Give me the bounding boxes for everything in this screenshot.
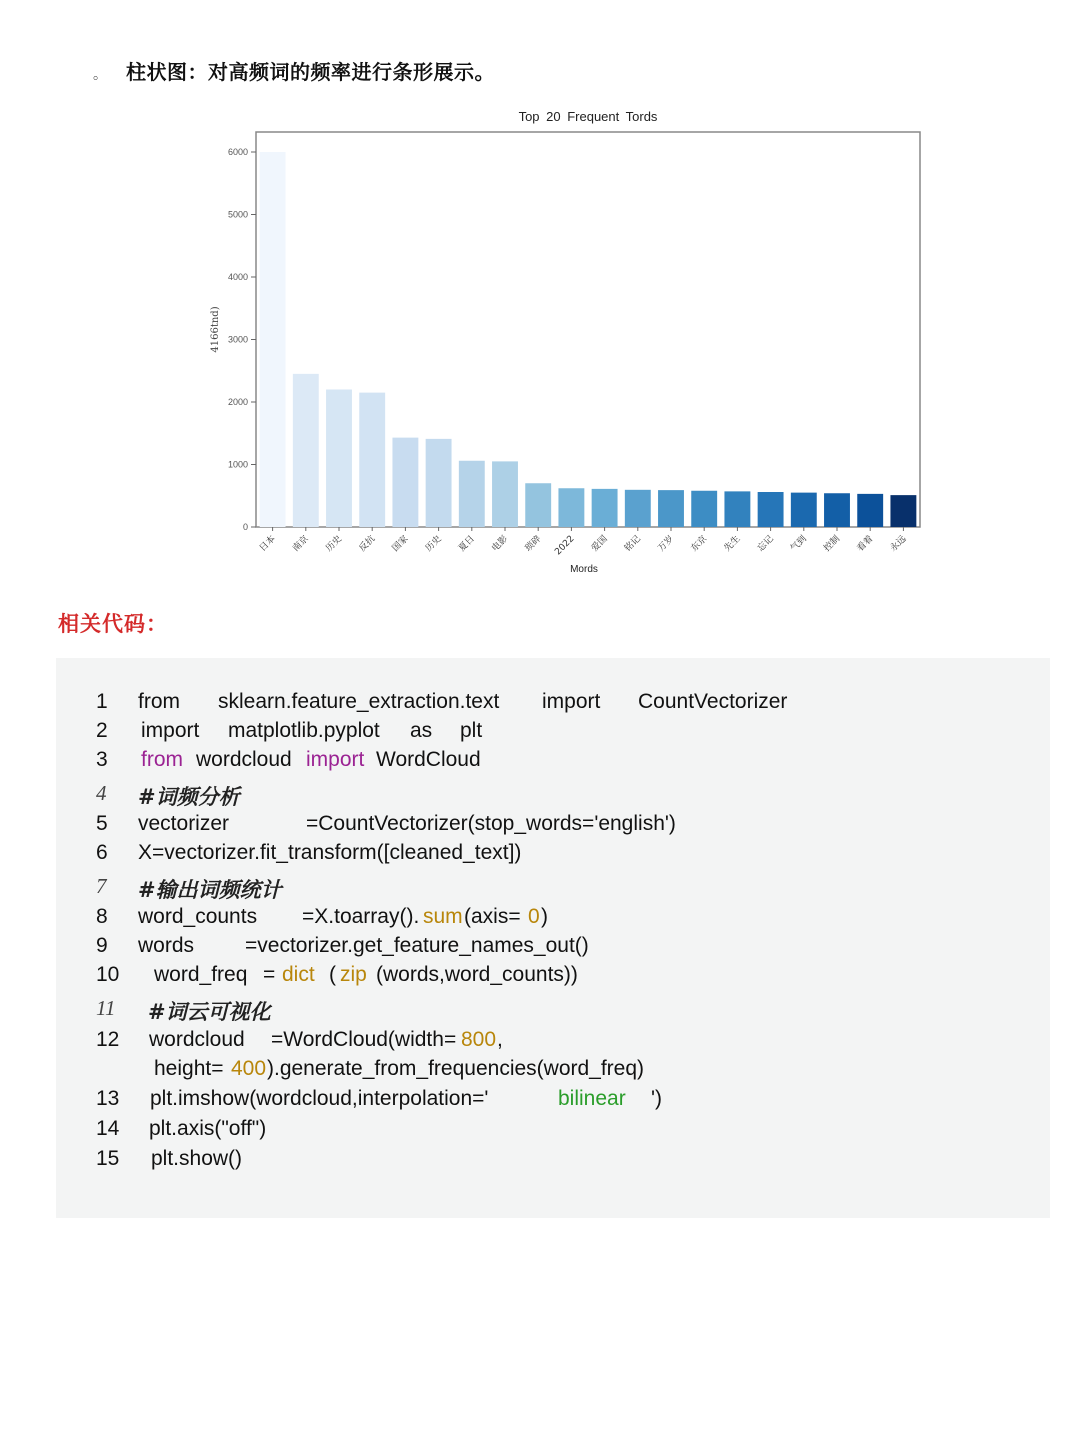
code-line [56,719,1050,747]
chart-title: Top 20 Frequent Tords [518,109,658,124]
bar [459,461,485,527]
code-line [56,874,1050,902]
bar [791,493,817,527]
code-line [56,781,1050,809]
line-number: 8 [96,905,108,928]
code-token: from [141,748,183,771]
line-number: 3 [96,748,108,771]
bar [758,492,784,527]
bullet-heading-text: 柱状图：对高频词的频率进行条形展示。 [126,60,495,84]
bar [625,490,651,527]
code-block [56,658,1050,1218]
code-token: from [138,690,180,713]
code-token: ( [329,963,336,986]
code-token: dict [282,963,315,986]
code-token: bilinear [558,1087,626,1110]
bar [359,393,385,527]
line-number: 1 [96,690,108,713]
code-token: 400 [231,1057,267,1080]
bar-chart-svg [200,100,940,590]
code-token: matplotlib.pyplot [228,719,380,742]
bar [426,439,452,527]
code-line [56,1147,1050,1175]
line-number: 4 [96,781,107,805]
line-number: 13 [96,1087,120,1110]
code-token: wordcloud [149,1028,245,1051]
bullet-heading [93,56,495,85]
x-tick-label: 琐碎 [523,534,544,554]
line-number: 14 [96,1117,120,1140]
x-tick-label: 铭记 [623,534,643,554]
y-tick-label: 6000 [227,147,248,157]
line-number: 7 [96,874,107,898]
code-line [56,996,1050,1024]
code-comment: #词云可视化 [148,999,271,1024]
code-token: 0 [528,905,540,928]
code-token: =vectorizer.get_feature_names_out() [245,934,589,957]
line-number: 11 [96,996,116,1020]
x-tick-label: 气到 [789,534,809,554]
code-line [56,1057,1050,1085]
code-token: sklearn.feature_extraction.text [218,690,500,713]
code-token: X=vectorizer.fit_transform([cleaned_text]) [138,841,522,864]
y-tick-label: 1000 [227,459,248,470]
x-tick-label: 东京 [689,534,710,554]
code-token: zip [340,963,367,986]
code-line [56,1028,1050,1056]
code-line [56,934,1050,962]
code-token: (words,word_counts)) [376,963,578,986]
x-tick-label: 电影 [490,534,511,554]
code-token: CountVectorizer [638,690,788,713]
code-token: =CountVectorizer(stop_words='english') [306,812,676,835]
bar [824,493,850,527]
code-token: wordcloud [196,748,292,771]
bar [592,489,618,527]
code-line [56,905,1050,933]
x-tick-label: 看着 [855,534,876,554]
x-tick-label: 日本 [257,534,278,554]
line-number: 10 [96,963,120,986]
x-tick-label: 爱国 [589,534,610,554]
code-token: words [138,934,195,957]
x-tick-label: 2022 [553,534,577,558]
code-line [56,748,1050,776]
x-tick-label: 永远 [888,534,909,554]
x-tick-label: 控制 [822,534,843,554]
bar [525,483,551,527]
code-token: vectorizer [138,812,230,835]
y-axis-label: 4166tnd) [210,306,221,353]
code-token: ') [651,1087,663,1110]
y-tick-label: 5000 [227,209,248,220]
code-token: = [263,963,276,986]
code-line [56,841,1050,869]
bar [293,374,319,527]
code-token: ).generate_from_frequencies(word_freq) [267,1057,645,1080]
y-tick-label: 4000 [227,272,248,282]
code-line [56,1117,1050,1145]
y-tick-label: 2000 [227,397,248,407]
code-token: =WordCloud(width= [271,1028,457,1051]
code-token: plt.show() [151,1147,243,1170]
x-tick-label: 万岁 [656,534,677,554]
bullet-marker: 。 [93,67,107,83]
code-token: =X.toarray(). [302,905,420,928]
bar [658,490,684,527]
x-tick-label: 夏日 [457,534,477,554]
section-title: 相关代码： [58,612,168,636]
code-token: word_freq [154,963,248,986]
code-line [56,690,1050,718]
x-tick-label: 历史 [423,534,444,554]
x-tick-label: 国家 [390,534,411,554]
code-comment: #词频分析 [138,784,240,809]
code-token: plt.axis("off") [149,1117,267,1140]
y-tick-label: 0 [242,522,248,532]
code-token: height= [154,1057,224,1080]
code-token: as [410,719,433,742]
line-number: 15 [96,1147,120,1170]
code-token: plt [460,719,483,742]
bar [857,494,883,527]
code-token: word_counts [138,905,258,928]
bar-chart [200,100,940,590]
code-token: 800 [461,1028,497,1051]
code-token: WordCloud [376,748,481,771]
code-token: import [306,748,365,771]
code-token: import [542,690,601,713]
code-token: plt.imshow(wordcloud,interpolation=' [150,1087,489,1110]
code-line [56,1087,1050,1115]
code-line [56,963,1050,991]
bar [392,438,418,527]
x-tick-label: 先生 [722,534,743,554]
line-number: 6 [96,841,108,864]
y-tick-label: 3000 [227,334,248,345]
line-number: 5 [96,812,108,835]
code-token: sum [423,905,463,928]
bar [492,461,518,527]
x-tick-label: 反抗 [357,534,378,554]
line-number: 9 [96,934,108,957]
line-number: 12 [96,1028,120,1051]
x-tick-label: 历史 [324,534,345,554]
bar [558,488,584,527]
bar [724,491,750,527]
bar [326,390,352,528]
code-token: , [497,1028,503,1051]
x-tick-label: 南京 [291,534,311,554]
code-token: import [141,719,200,742]
code-token: ) [541,905,548,928]
x-tick-label: 忘记 [755,534,776,554]
code-line [56,812,1050,840]
code-comment: #输出词频统计 [138,877,282,902]
plot-frame [256,132,920,527]
bar [890,495,916,527]
line-number: 2 [96,719,108,742]
bar [691,491,717,527]
code-token: (axis= [464,905,527,928]
x-axis-label: Mords [570,564,598,575]
bar [260,152,286,527]
